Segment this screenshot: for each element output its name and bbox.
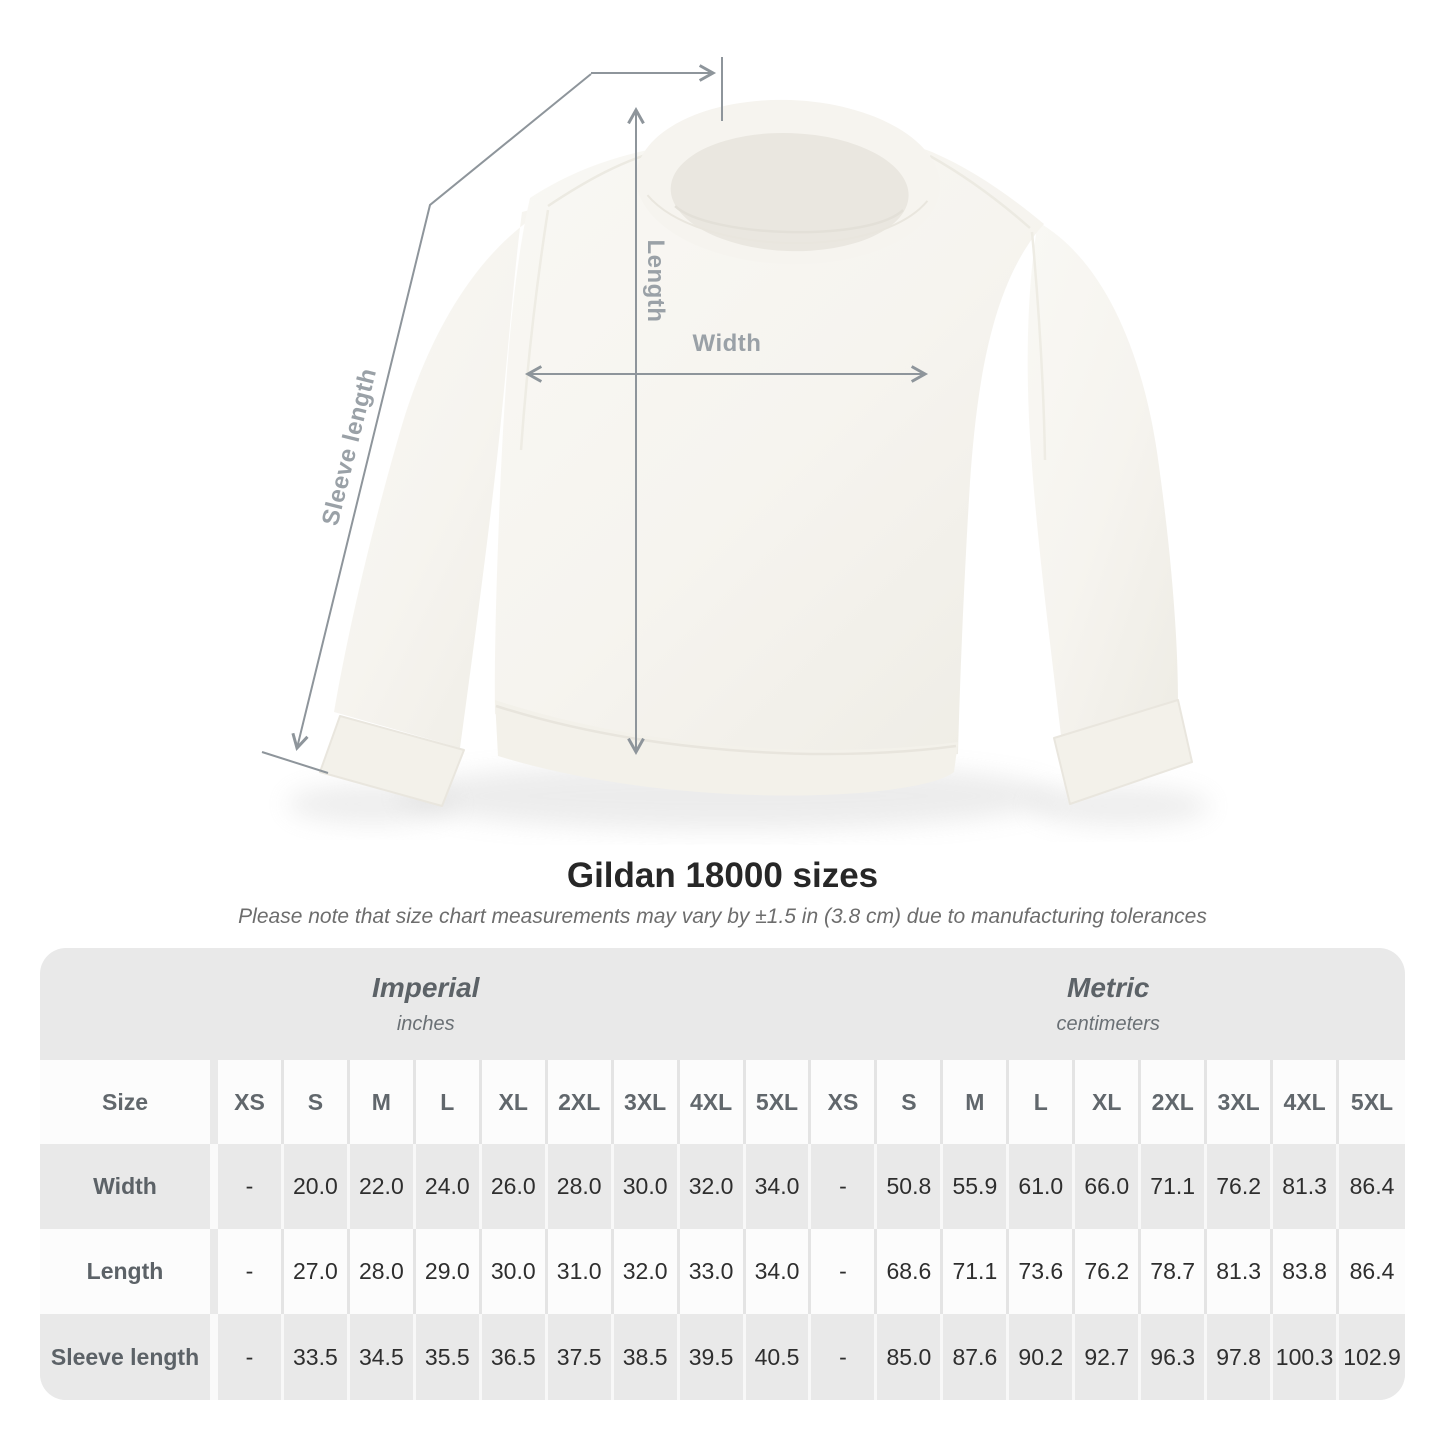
value-cell-metric: 86.4 <box>1339 1229 1405 1314</box>
value-cell-metric: - <box>811 1314 877 1400</box>
value-cell-imperial: - <box>218 1229 284 1314</box>
value-cell-imperial: 34.5 <box>350 1314 416 1400</box>
value-cell-imperial: - <box>218 1144 284 1229</box>
size-col-header-imperial: L <box>416 1060 482 1144</box>
imperial-label: Imperial <box>372 972 480 1003</box>
size-col-header-metric: 4XL <box>1273 1060 1339 1144</box>
size-col-header-imperial: 5XL <box>746 1060 812 1144</box>
value-cell-metric: 55.9 <box>943 1144 1009 1229</box>
value-cell-metric: 90.2 <box>1009 1314 1075 1400</box>
value-cell-metric: 81.3 <box>1273 1144 1339 1229</box>
width-measure-label: Width <box>692 330 762 357</box>
value-cell-metric: 66.0 <box>1075 1144 1141 1229</box>
value-cell-imperial: 24.0 <box>416 1144 482 1229</box>
imperial-group-header <box>40 948 811 1060</box>
metric-unit-label: centimeters <box>1056 1013 1160 1035</box>
value-cell-imperial: 35.5 <box>416 1314 482 1400</box>
size-col-header-metric: M <box>943 1060 1009 1144</box>
value-cell-metric: 61.0 <box>1009 1144 1075 1229</box>
value-cell-metric: 76.2 <box>1207 1144 1273 1229</box>
value-cell-metric: 85.0 <box>877 1314 943 1400</box>
value-cell-imperial: 30.0 <box>614 1144 680 1229</box>
size-col-header-imperial: XS <box>218 1060 284 1144</box>
value-cell-imperial: 40.5 <box>746 1314 812 1400</box>
value-cell-imperial: 20.0 <box>284 1144 350 1229</box>
size-col-header-metric: S <box>877 1060 943 1144</box>
value-cell-imperial: 34.0 <box>746 1229 812 1314</box>
value-cell-metric: 92.7 <box>1075 1314 1141 1400</box>
value-cell-metric: - <box>811 1144 877 1229</box>
size-col-header-metric: XL <box>1075 1060 1141 1144</box>
size-col-header-imperial: XL <box>482 1060 548 1144</box>
value-cell-imperial: 33.0 <box>680 1229 746 1314</box>
size-col-header-metric: 3XL <box>1207 1060 1273 1144</box>
row-label: Length <box>40 1229 218 1314</box>
row-label: Width <box>40 1144 218 1229</box>
size-col-header-imperial: M <box>350 1060 416 1144</box>
value-cell-metric: 68.6 <box>877 1229 943 1314</box>
value-cell-metric: 78.7 <box>1141 1229 1207 1314</box>
value-cell-metric: 73.6 <box>1009 1229 1075 1314</box>
row-label: Sleeve length <box>40 1314 218 1400</box>
metric-group-header <box>811 948 1405 1060</box>
size-col-header-imperial: 4XL <box>680 1060 746 1144</box>
sleeve-length-arrow <box>262 57 722 773</box>
value-cell-imperial: 32.0 <box>614 1229 680 1314</box>
size-col-header-imperial: 2XL <box>548 1060 614 1144</box>
value-cell-metric: 71.1 <box>943 1229 1009 1314</box>
value-cell-metric: 50.8 <box>877 1144 943 1229</box>
size-col-header-metric: L <box>1009 1060 1075 1144</box>
value-cell-imperial: 27.0 <box>284 1229 350 1314</box>
size-col-header-imperial: S <box>284 1060 350 1144</box>
value-cell-metric: 87.6 <box>943 1314 1009 1400</box>
size-table <box>40 948 1405 1400</box>
size-col-header-imperial: 3XL <box>614 1060 680 1144</box>
value-cell-imperial: 28.0 <box>350 1229 416 1314</box>
value-cell-metric: 102.9 <box>1339 1314 1405 1400</box>
page-title: Gildan 18000 sizes <box>566 856 879 895</box>
size-col-header-metric: XS <box>811 1060 877 1144</box>
value-cell-imperial: 37.5 <box>548 1314 614 1400</box>
value-cell-metric: 71.1 <box>1141 1144 1207 1229</box>
value-cell-imperial: 38.5 <box>614 1314 680 1400</box>
value-cell-imperial: 39.5 <box>680 1314 746 1400</box>
value-cell-imperial: 28.0 <box>548 1144 614 1229</box>
tolerance-note: Please note that size chart measurements may vary by ±1.5 in (3.8 cm) due to manufacturing tolerances <box>238 905 1207 928</box>
value-cell-metric: 100.3 <box>1273 1314 1339 1400</box>
value-cell-metric: 96.3 <box>1141 1314 1207 1400</box>
value-cell-imperial: 26.0 <box>482 1144 548 1229</box>
length-measure-label: Length <box>642 239 669 323</box>
value-cell-imperial: 22.0 <box>350 1144 416 1229</box>
value-cell-metric: 81.3 <box>1207 1229 1273 1314</box>
metric-label: Metric <box>1067 972 1150 1003</box>
value-cell-imperial: 30.0 <box>482 1229 548 1314</box>
value-cell-metric: 76.2 <box>1075 1229 1141 1314</box>
value-cell-imperial: 29.0 <box>416 1229 482 1314</box>
value-cell-metric: 97.8 <box>1207 1314 1273 1400</box>
value-cell-metric: 83.8 <box>1273 1229 1339 1314</box>
value-cell-imperial: 36.5 <box>482 1314 548 1400</box>
value-cell-imperial: 34.0 <box>746 1144 812 1229</box>
value-cell-metric: 86.4 <box>1339 1144 1405 1229</box>
value-cell-imperial: 31.0 <box>548 1229 614 1314</box>
size-col-header-metric: 2XL <box>1141 1060 1207 1144</box>
value-cell-imperial: 32.0 <box>680 1144 746 1229</box>
sleeve-measure-label: Sleeve length <box>316 365 383 529</box>
value-cell-imperial: 33.5 <box>284 1314 350 1400</box>
corner-header-size: Size <box>40 1060 218 1144</box>
value-cell-metric: - <box>811 1229 877 1314</box>
value-cell-imperial: - <box>218 1314 284 1400</box>
imperial-unit-label: inches <box>396 1013 455 1035</box>
size-col-header-metric: 5XL <box>1339 1060 1405 1144</box>
